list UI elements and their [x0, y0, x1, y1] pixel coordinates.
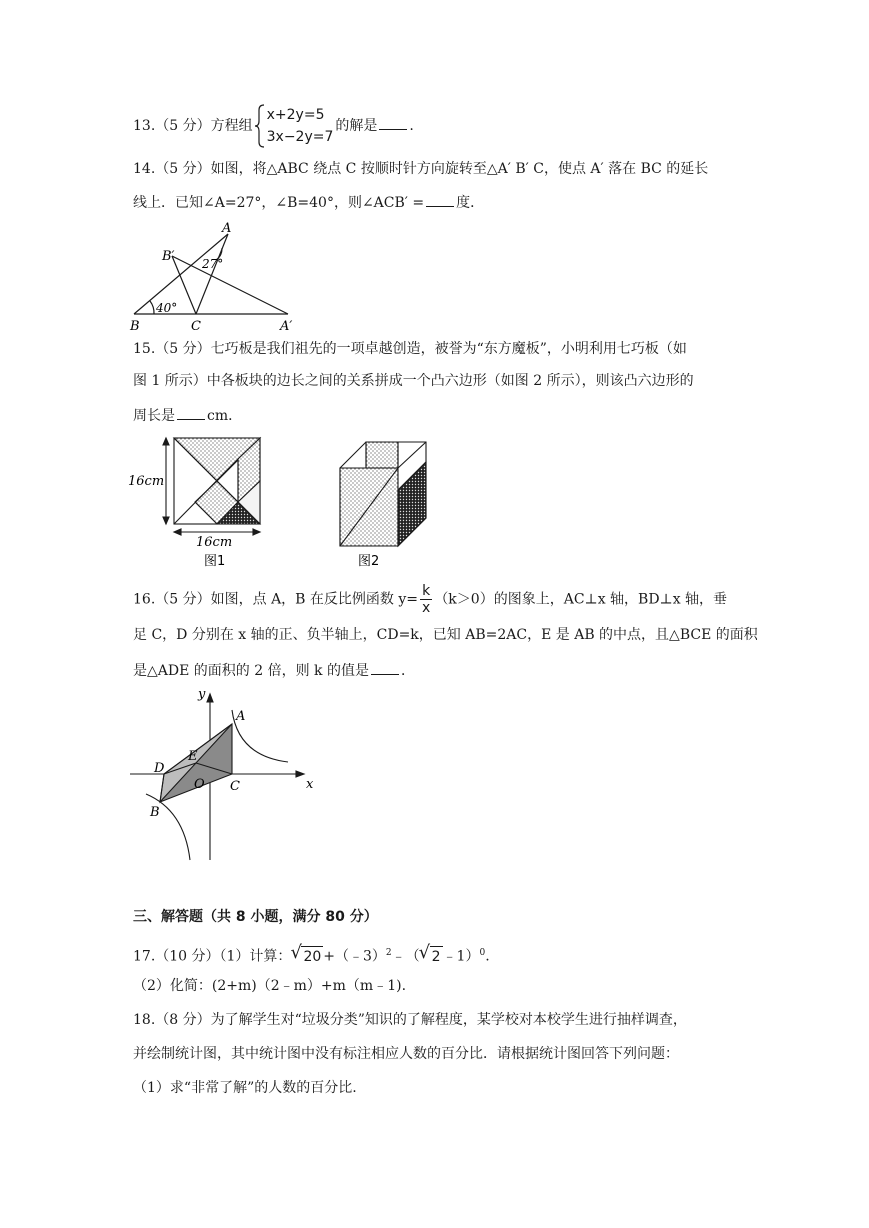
q17-part1-text: 17.（10 分）（1）计算：: [133, 948, 292, 965]
fraction-numerator: k: [420, 583, 432, 600]
q17-end: .: [485, 948, 490, 965]
label-E: E: [188, 749, 198, 764]
equation-system: [257, 104, 334, 148]
figure-1-caption: 图1: [204, 554, 226, 569]
fraction-k-over-x: [420, 583, 432, 616]
label-B-prime: B′: [162, 249, 175, 264]
label-C: C: [230, 779, 240, 794]
sqrt-2: √ 2: [430, 946, 443, 967]
q16-line3-text: 是△ADE 的面积的 2 倍，则 k 的值是: [133, 663, 369, 679]
question-16-line-1: [133, 583, 727, 616]
q13-suffix: 的解是: [335, 118, 378, 134]
question-14-line-2: [133, 192, 484, 213]
question-14-line-1: 14.（5 分）如图，将△ABC 绕点 C 按顺时针方向旋转至△A′ B′ C，使点 A′ 落在 BC 的延长: [133, 161, 709, 177]
fig1-side-length-label: 16cm: [128, 474, 165, 489]
question-15-line-2: 图 1 所示）中各板块的边长之间的关系拼成一个凸六边形（如图 2 所示），则该凸六边形的: [133, 373, 694, 389]
question-18-line-3: （1）求“非常了解”的人数的百分比.: [133, 1080, 357, 1096]
q13-prefix: 13.（5 分）方程组: [133, 118, 253, 134]
question-15-line-1: 15.（5 分）七巧板是我们祖先的一项卓越创造，被誉为“东方魔板”，小明利用七巧板（如: [133, 341, 687, 357]
q16-figure: [128, 684, 318, 864]
question-15-line-3: [133, 405, 242, 426]
sqrt-20: √ 20: [301, 946, 323, 967]
question-17-line-2: （2）化简：(2+m)（2﹣m）+m（m﹣1).: [133, 978, 407, 994]
label-B: B: [150, 805, 160, 820]
axis-label-y: y: [198, 687, 206, 702]
label-B: B: [130, 319, 140, 334]
q16-line1-text: 16.（5 分）如图，点 A，B 在反比例函数 y=: [133, 591, 419, 608]
q15-figures: [126, 432, 456, 572]
q16-line1-rest: （k＞0）的图象上，AC⊥x 轴，BD⊥x 轴，垂: [434, 591, 728, 608]
figure-2-caption: 图2: [358, 554, 380, 569]
exponent-2: 2: [385, 948, 392, 958]
answer-blank: [379, 115, 407, 130]
question-18-line-2: 并绘制统计图，其中统计图中没有标注相应人数的百分比．请根据统计图回答下列问题：: [133, 1046, 679, 1062]
q14-figure: [128, 218, 298, 334]
equation-2: 3x−2y=7: [266, 129, 334, 145]
question-18-line-1: 18.（8 分）为了解学生对“垃圾分类”知识的了解程度，某学校对本校学生进行抽样调查，: [133, 1012, 687, 1028]
label-A: A: [222, 221, 232, 236]
label-O: O: [194, 777, 205, 792]
fig1-bottom-length-label: 16cm: [196, 535, 233, 550]
label-C: C: [191, 319, 201, 334]
question-17-line-1: [133, 943, 490, 967]
q15-line3-text: 周长是: [133, 408, 175, 424]
exponent-0: 0: [479, 948, 486, 958]
q14-line2-text: 线上．已知∠A=27°，∠B=40°，则∠ACB′ =: [133, 195, 425, 211]
answer-blank: [177, 405, 205, 420]
question-13: [133, 104, 414, 148]
label-D: D: [154, 761, 165, 776]
section-3-title: 三、解答题（共 8 小题，满分 80 分）: [133, 909, 378, 925]
q16-end: ．: [400, 663, 415, 679]
question-16-line-3: [133, 660, 415, 681]
q15-unit: cm．: [207, 408, 243, 424]
angle-B-label: 40°: [156, 301, 178, 315]
answer-blank: [426, 192, 454, 207]
question-16-line-2: 足 C，D 分别在 x 轴的正、负半轴上，CD=k，已知 AB=2AC，E 是 AB 的中点，且△BCE 的面积: [133, 627, 758, 643]
q13-end: .: [409, 118, 414, 134]
label-A-prime: A′: [280, 319, 293, 334]
angle-A-label: 27°: [202, 257, 224, 271]
fraction-denominator: x: [422, 600, 431, 616]
equation-1: x+2y=5: [266, 107, 325, 123]
label-A: A: [236, 709, 246, 724]
q17-term-3-open: ﹣（: [391, 948, 420, 965]
q17-term-2: +（﹣3）: [323, 948, 386, 965]
axis-label-x: x: [306, 777, 314, 792]
q14-unit: 度．: [456, 195, 485, 211]
answer-blank: [371, 660, 399, 675]
brace-icon: [255, 104, 265, 148]
q17-term-3-close: ﹣1）: [442, 948, 480, 965]
